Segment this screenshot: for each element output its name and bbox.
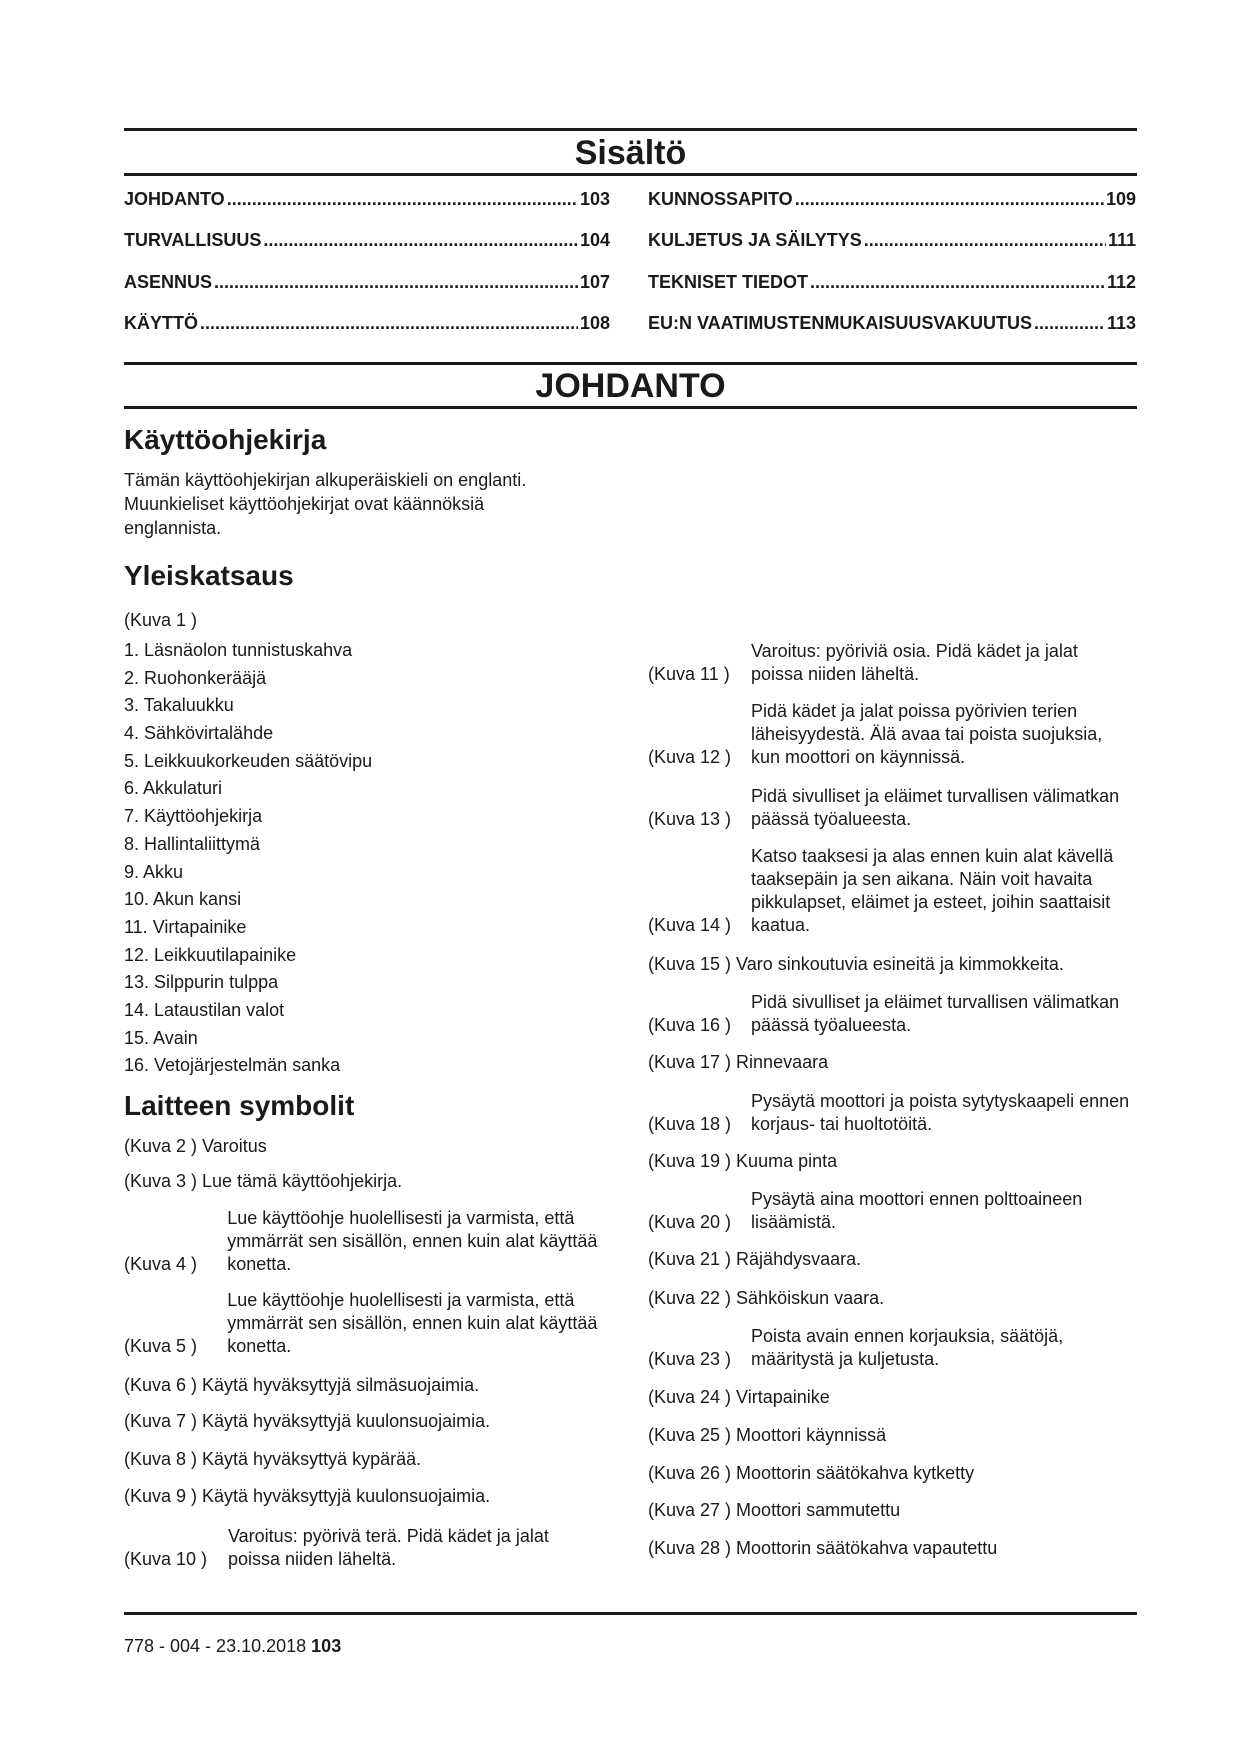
list-item: 11. Virtapainike [124,916,247,937]
symbol-ref: (Kuva 10 ) [124,1549,208,1569]
toc-entry-label: TEKNISET TIEDOT [648,272,809,292]
symbol-ref: (Kuva 18 ) [648,1114,732,1134]
symbol-text: Pysäytä moottori ja poista sytytyskaapeli ennen korjaus- tai huoltotöitä. [751,1091,1130,1134]
symbol-ref: (Kuva 28 ) [648,1538,732,1558]
toc-entry-label: KUNNOSSAPITO [648,189,793,209]
overview-list [124,637,372,1080]
toc-entry-label: KÄYTTÖ [124,313,198,333]
toc-leader [263,230,578,251]
symbol-entry [648,1499,1136,1522]
symbol-text: Käytä hyväksyttyjä kuulonsuojaimia. [202,1486,491,1506]
symbol-text: Rinnevaara [736,1052,829,1072]
symbol-text: Virtapainike [736,1387,830,1407]
toc-bottom-rule [124,173,1137,176]
list-item: 13. Silppurin tulppa [124,972,279,993]
symbol-ref: (Kuva 17 ) [648,1052,732,1072]
symbol-ref: (Kuva 8 ) [124,1449,198,1469]
symbol-entry [648,1325,1136,1371]
toc-entry[interactable] [648,230,1136,251]
symbol-ref: (Kuva 15 ) [648,954,732,974]
toc-leader [810,272,1105,293]
symbol-ref: (Kuva 22 ) [648,1288,732,1308]
symbol-text: Lue käyttöohje huolellisesti ja varmista, että ymmärrät sen sisällön, ennen kuin alat käyttää konetta. [227,1208,598,1274]
symbol-ref: (Kuva 3 ) [124,1171,198,1191]
list-item: 1. Läsnäolon tunnistuskahva [124,640,353,660]
symbol-entry [648,1287,1136,1310]
list-item: 4. Sähkövirtalähde [124,723,274,744]
overview-figure-ref: (Kuva 1 ) [124,610,198,630]
symbol-text: Pidä sivulliset ja eläimet turvallisen välimatkan päässä työalueesta. [751,992,1120,1035]
symbol-text: Pysäytä aina moottori ennen polttoaineen lisäämistä. [751,1189,1083,1232]
list-item: 14. Lataustilan valot [124,999,285,1020]
toc-title: Sisältö [574,134,687,172]
toc-entry[interactable] [124,272,610,293]
symbol-ref: (Kuva 24 ) [648,1387,732,1407]
symbol-text: Sähköiskun vaara. [736,1288,885,1308]
toc-entry-page: 108 [579,313,610,333]
symbol-text: Käytä hyväksyttyjä silmäsuojaimia. [202,1375,480,1395]
list-item: 10. Akun kansi [124,889,242,910]
symbol-ref: (Kuva 11 ) [648,664,730,684]
symbol-text: Poista avain ennen korjauksia, säätöjä, määritystä ja kuljetusta. [751,1326,1064,1369]
symbol-text: Lue käyttöohje huolellisesti ja varmista, että ymmärrät sen sisällön, ennen kuin alat käyttää konetta. [227,1290,598,1356]
symbol-entry [648,1248,1136,1271]
list-item: 12. Leikkuutilapainike [124,944,297,965]
overview-heading: Yleiskatsaus [124,560,294,591]
symbol-ref: (Kuva 23 ) [648,1349,732,1369]
footer-page-number: 103 [311,1636,342,1656]
symbol-ref: (Kuva 7 ) [124,1411,198,1431]
symbol-entry [648,1150,1136,1173]
symbol-text: Moottorin säätökahva kytketty [736,1463,975,1483]
symbol-entry [124,1374,604,1397]
toc-entry-page: 112 [1106,272,1136,292]
symbol-ref: (Kuva 5 ) [124,1336,198,1356]
toc-leader [200,313,578,334]
symbol-entry [124,1170,604,1193]
symbol-text: Pidä kädet ja jalat poissa pyörivien terien läheisyydestä. Älä avaa tai poista suojuksia, kun moottori on käynnissä. [751,701,1103,767]
list-item: 6. Akkulaturi [124,778,223,799]
symbol-entry [648,1462,1136,1485]
symbol-entry [124,1135,604,1158]
symbol-entry [648,845,1136,937]
list-item: 2. Ruohonkerääjä [124,667,267,688]
toc-leader [795,189,1104,210]
symbol-text: Kuuma pinta [736,1151,838,1171]
symbol-ref: (Kuva 16 ) [648,1015,732,1035]
symbol-ref: (Kuva 6 ) [124,1375,198,1395]
toc-leader [864,230,1106,251]
symbol-ref: (Kuva 21 ) [648,1249,732,1269]
toc-entry[interactable] [648,189,1136,210]
symbol-ref: (Kuva 26 ) [648,1463,732,1483]
symbol-text: Käytä hyväksyttyjä kuulonsuojaimia. [202,1411,491,1431]
section-bottom-rule [124,406,1137,409]
footer [124,1636,341,1657]
list-item: 3. Takaluukku [124,695,234,716]
symbol-entry [648,640,1136,686]
list-item: 15. Avain [124,1027,198,1048]
symbol-text: Moottori sammutettu [736,1500,901,1520]
list-item: 7. Käyttöohjekirja [124,806,263,827]
symbol-entry [648,1386,1136,1409]
symbol-text: Varoitus: pyörivä terä. Pidä kädet ja jalat poissa niiden läheltä. [228,1526,549,1569]
toc-entry-label: ASENNUS [124,272,213,292]
symbol-text: Räjähdysvaara. [736,1249,862,1269]
toc-entry-page: 103 [579,189,610,209]
symbol-entry [124,1485,604,1508]
toc-entry-label: EU:N VAATIMUSTENMUKAISUUSVAKUUTUS [648,313,1032,333]
symbol-text: Varo sinkoutuvia esineitä ja kimmokkeita. [736,954,1064,974]
symbol-ref: (Kuva 4 ) [124,1254,198,1274]
toc-entry-page: 111 [1107,230,1136,250]
symbol-entry [648,991,1136,1037]
symbol-text: Pidä sivulliset ja eläimet turvallisen välimatkan päässä työalueesta. [751,786,1120,829]
symbol-ref: (Kuva 19 ) [648,1151,732,1171]
list-item: 8. Hallintaliittymä [124,833,261,854]
toc-entry[interactable] [124,230,610,251]
symbol-entry [124,1207,604,1276]
list-item: 9. Akku [124,861,184,882]
symbol-entry [648,1188,1136,1234]
symbol-text: Varoitus [202,1136,267,1156]
toc-leader [1034,313,1105,334]
symbol-text: Varoitus: pyöriviä osia. Pidä kädet ja jalat poissa niiden läheltä. [751,641,1078,684]
list-item: 16. Vetojärjestelmän sanka [124,1055,341,1076]
manual-heading: Käyttöohjekirja [124,424,327,455]
section-top-rule [124,362,1137,365]
toc-entry[interactable] [124,313,610,334]
symbol-text: Moottori käynnissä [736,1425,887,1445]
toc-entry-page: 104 [579,230,610,250]
symbol-entry [124,1448,604,1471]
toc-entry[interactable] [648,313,1136,334]
symbol-entry [648,700,1136,769]
symbol-text: Moottorin säätökahva vapautettu [736,1538,998,1558]
list-item: 5. Leikkuukorkeuden säätövipu [124,750,373,771]
toc-leader [227,189,578,210]
toc-entry-page: 109 [1105,189,1136,209]
toc-top-rule [124,128,1137,131]
symbols-heading: Laitteen symbolit [124,1090,355,1121]
symbol-ref: (Kuva 13 ) [648,809,732,829]
symbol-ref: (Kuva 27 ) [648,1500,732,1520]
toc-entry[interactable] [124,189,610,210]
symbol-entry [648,1090,1136,1136]
symbol-entry [648,953,1136,976]
toc-entry-label: JOHDANTO [124,189,225,209]
manual-text: Tämän käyttöohjekirjan alkuperäiskieli on englanti. Muunkieliset käyttöohjekirjat ovat käännöksiä englannista. [124,470,527,538]
toc-leader [214,272,578,293]
symbol-text: Lue tämä käyttöohjekirja. [202,1171,403,1191]
symbol-text: Katso taaksesi ja alas ennen kuin alat kävellä taaksepäin ja sen aikana. Näin voit havaita pikkulapset, eläimet ja esteet, joihin saattaisit kaatua. [751,846,1114,935]
symbol-ref: (Kuva 9 ) [124,1486,198,1506]
symbol-entry [648,785,1136,831]
symbol-ref: (Kuva 20 ) [648,1212,732,1232]
section-title: JOHDANTO [535,367,726,405]
symbol-text: Käytä hyväksyttyä kypärää. [202,1449,422,1469]
symbol-ref: (Kuva 25 ) [648,1425,732,1445]
symbol-entry [124,1289,604,1358]
symbol-entry [124,1410,604,1433]
footer-rule [124,1612,1137,1615]
symbol-entry [124,1525,604,1571]
toc-entry[interactable] [648,272,1136,293]
toc-entry-label: KULJETUS JA SÄILYTYS [648,230,862,250]
toc-entry-page: 113 [1106,313,1136,333]
toc-entry-label: TURVALLISUUS [124,230,262,250]
footer-doc: 778 - 004 - 23.10.2018 [124,1636,307,1656]
symbol-entry [648,1424,1136,1447]
symbol-entry [648,1537,1136,1560]
symbol-ref: (Kuva 14 ) [648,915,732,935]
toc-entry-page: 107 [579,272,610,292]
symbol-ref: (Kuva 12 ) [648,747,732,767]
symbol-entry [648,1051,1136,1074]
symbol-ref: (Kuva 2 ) [124,1136,198,1156]
